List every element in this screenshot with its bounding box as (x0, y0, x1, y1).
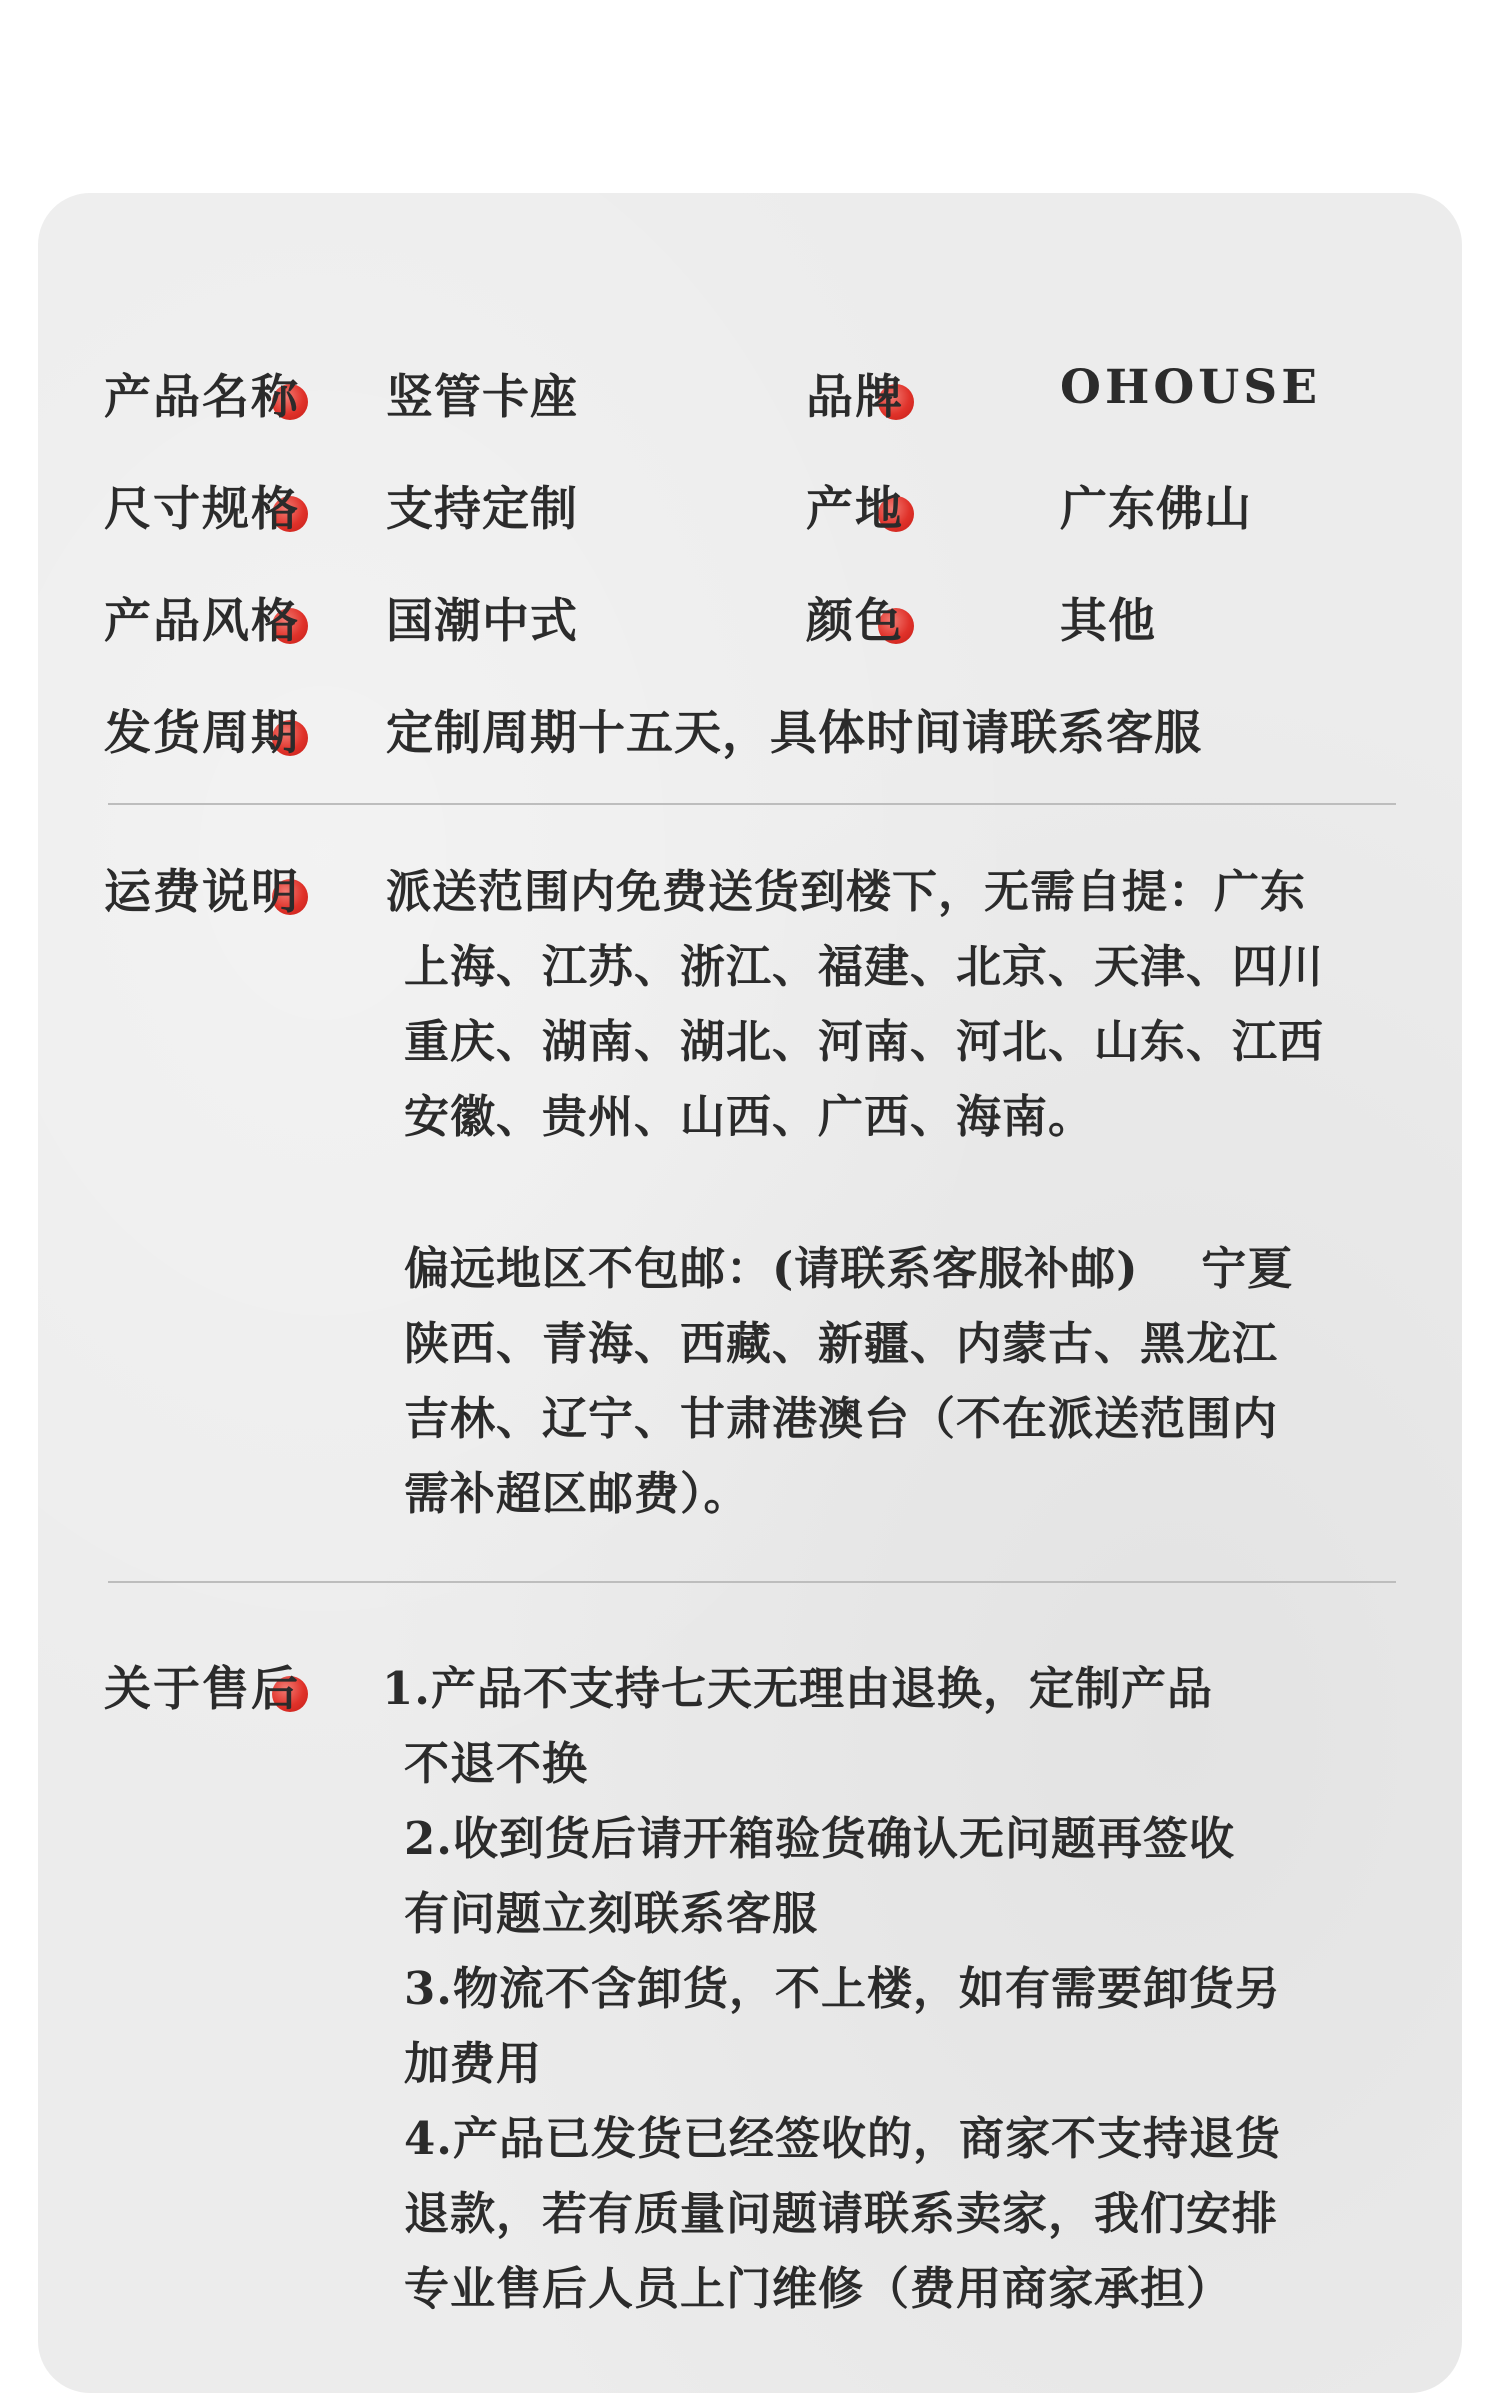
after-sales-line: 2.收到货后请开箱验货确认无问题再签收 (404, 1812, 1235, 1865)
product-name-label: 产品名称 (104, 360, 300, 427)
after-sales-line: 1.产品不支持七天无理由退换，定制产品 (382, 1662, 1213, 1715)
delivery-value: 定制周期十五天，具体时间请联系客服 (386, 706, 1202, 761)
shipping-line: 派送范围内免费送货到楼下，无需自提：广东 (386, 865, 1307, 918)
color-label: 颜色 (806, 584, 904, 651)
remote-line: 需补超区邮费）。 (404, 1467, 750, 1520)
style-label: 产品风格 (104, 584, 300, 651)
brand-label: 品牌 (806, 360, 904, 427)
after-sales-line: 有问题立刻联系客服 (404, 1887, 819, 1940)
divider (108, 803, 1396, 805)
brand-value: OHOUSE (1060, 360, 1322, 415)
after-sales-label: 关于售后 (104, 1652, 300, 1719)
after-sales-line: 4.产品已发货已经签收的，商家不支持退货 (404, 2112, 1281, 2165)
shipping-line: 安徽、贵州、山西、广西、海南。 (404, 1090, 1095, 1143)
remote-line: 吉林、辽宁、甘肃港澳台（不在派送范围内 (404, 1392, 1279, 1445)
shipping-line: 上海、江苏、浙江、福建、北京、天津、四川 (404, 940, 1325, 993)
size-value: 支持定制 (386, 482, 578, 537)
after-sales-line: 退款，若有质量问题请联系卖家，我们安排 (404, 2187, 1279, 2240)
after-sales-line: 专业售后人员上门维修（费用商家承担） (404, 2262, 1233, 2315)
delivery-label: 发货周期 (104, 696, 300, 763)
style-value: 国潮中式 (386, 594, 578, 649)
divider (108, 1581, 1396, 1583)
product-name-value: 竖管卡座 (386, 370, 578, 425)
after-sales-line: 3.物流不含卸货，不上楼，如有需要卸货另 (404, 1962, 1281, 2015)
after-sales-line: 不退不换 (404, 1737, 589, 1790)
origin-value: 广东佛山 (1060, 482, 1252, 537)
remote-line: 偏远地区不包邮：(请联系客服补邮) 宁夏 (404, 1242, 1294, 1295)
color-value: 其他 (1060, 594, 1156, 649)
after-sales-line: 加费用 (404, 2037, 543, 2090)
shipping-label: 运费说明 (104, 855, 300, 922)
size-label: 尺寸规格 (104, 472, 300, 539)
origin-label: 产地 (806, 472, 904, 539)
remote-line: 陕西、青海、西藏、新疆、内蒙古、黑龙江 (404, 1317, 1279, 1370)
shipping-line: 重庆、湖南、湖北、河南、河北、山东、江西 (404, 1015, 1325, 1068)
